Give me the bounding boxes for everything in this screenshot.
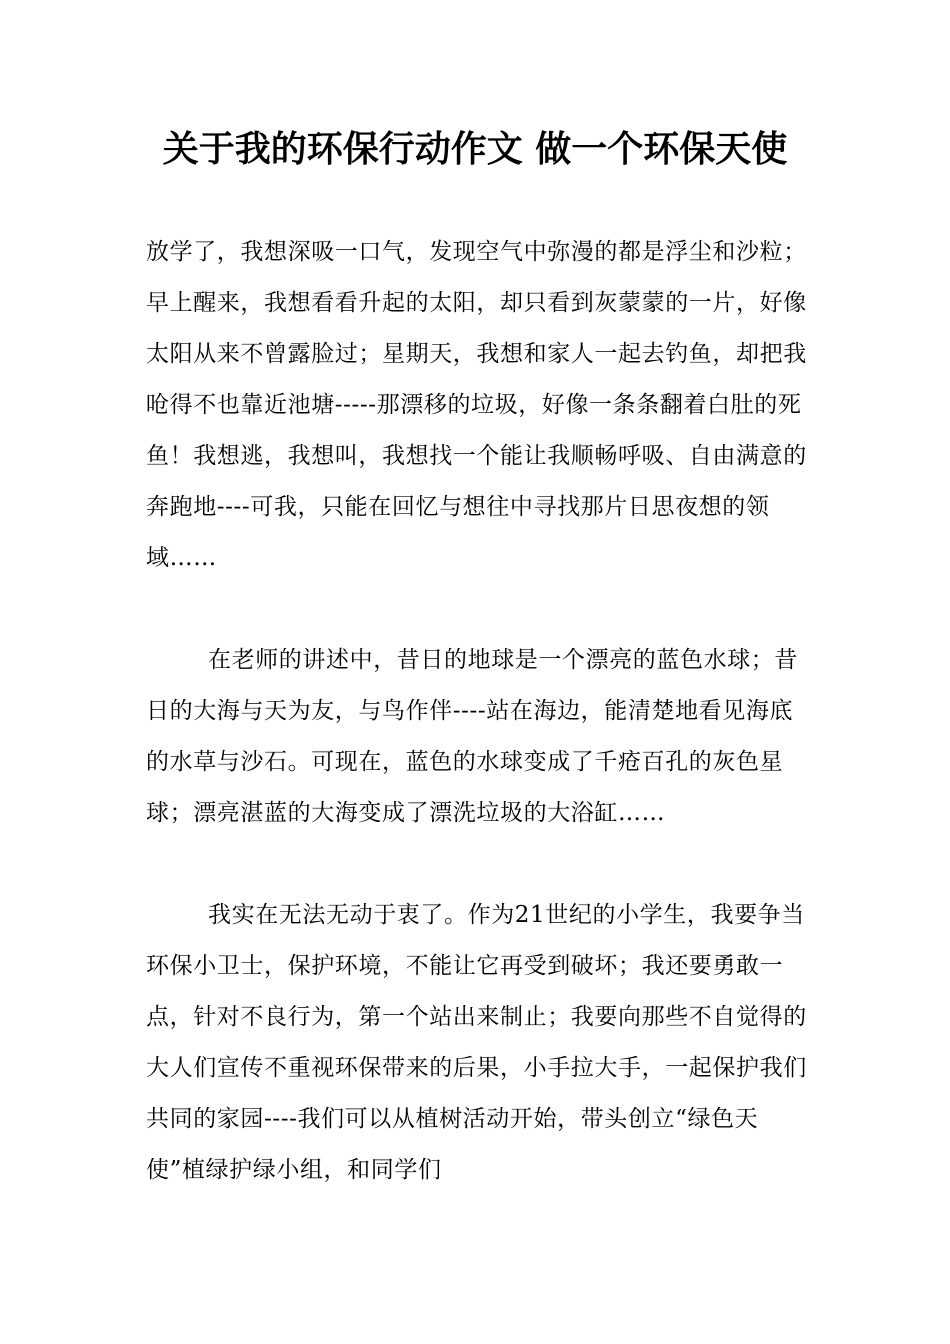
paragraph-spacer xyxy=(146,584,814,635)
paragraph-1: 放学了，我想深吸一口气，发现空气中弥漫的都是浮尘和沙粒；早上醒来，我想看看升起的太阳，却只看到灰蒙蒙的一片，好像太阳从来不曾露脸过；星期天，我想和家人一起去钓鱼，却把我呛得不也靠近池塘-----那漂移的垃圾，好像一条条翻着白肚的死鱼！我想逃，我想叫，我想找一个能让我顺畅呼吸、自由满意的奔跑地----可我，只能在回忆与想往中寻找那片日思夜想的领域…… xyxy=(146,239,807,571)
paragraph-spacer xyxy=(146,839,814,890)
paragraph-3: 我实在无法无动于衷了。作为21世纪的小学生，我要争当环保小卫士，保护环境，不能让它再受到破坏；我还要勇敢一点，针对不良行为，第一个站出来制止；我要向那些不自觉得的大人们宣传不重视环保带来的后果，小手拉大手，一起保护我们共同的家园----我们可以从植树活动开始，带头创立“绿色天使”植绿护绿小组，和同学们 xyxy=(146,902,807,1183)
document-body xyxy=(146,227,814,1196)
document-title: 关于我的环保行动作文 做一个环保天使 xyxy=(162,129,788,170)
paragraph-2: 在老师的讲述中，昔日的地球是一个漂亮的蓝色水球；昔日的大海与天为友，与鸟作伴----站在海边，能清楚地看见海底的水草与沙石。可现在，蓝色的水球变成了千疮百孔的灰色星球；漂亮湛蓝的大海变成了漂洗垃圾的大浴缸…… xyxy=(146,647,798,826)
